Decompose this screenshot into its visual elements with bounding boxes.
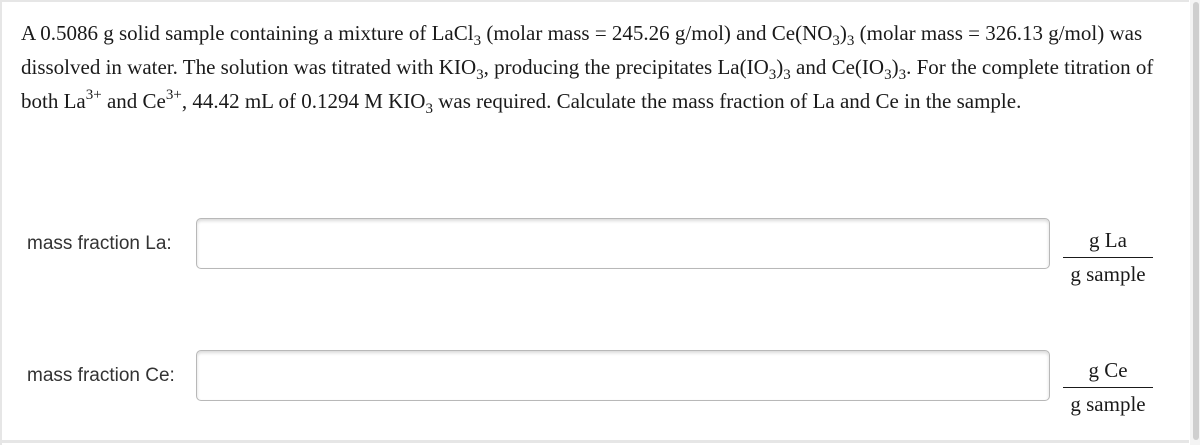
mass-fraction-ce-label: mass fraction Ce: xyxy=(27,365,175,386)
mass-fraction-la-label: mass fraction La: xyxy=(27,233,172,254)
mass-fraction-la-input[interactable] xyxy=(196,218,1050,269)
ce-unit-numerator: g Ce xyxy=(1088,358,1128,382)
la-unit-numerator: g La xyxy=(1089,228,1127,252)
panel-border-top xyxy=(0,0,1189,2)
problem-statement: A 0.5086 g solid sample containing a mixture of LaCl$_3$ (molar mass = 245.26 g/mol) and $Ce(NO_3)_3$ (molar mass = 326.13 g/mol) was dissolved in water. The solution was titrated with $KIO_3$, producing the precipitates $La(IO_3)_3$ and $Ce(IO_3)_3$. For the complete titration of both $La^{3+}$ and $Ce^{3+}$, 44.42 mL of 0.1294 M $KIO_3$ was required. Calculate the mass fraction of La and Ce in the sample. xyxy=(21,21,1154,117)
scrollbar-thumb[interactable] xyxy=(1193,2,1199,440)
mass-fraction-la-units xyxy=(1063,227,1153,287)
ce-fraction-bar xyxy=(1063,387,1153,388)
panel-border-bottom xyxy=(0,440,1189,443)
ce-unit-denominator: g sample xyxy=(1070,392,1146,416)
la-fraction-bar xyxy=(1063,257,1153,258)
mass-fraction-ce-input[interactable] xyxy=(196,350,1050,401)
panel-border-left xyxy=(0,0,2,445)
mass-fraction-ce-units xyxy=(1063,357,1153,417)
la-unit-denominator: g sample xyxy=(1070,262,1146,286)
